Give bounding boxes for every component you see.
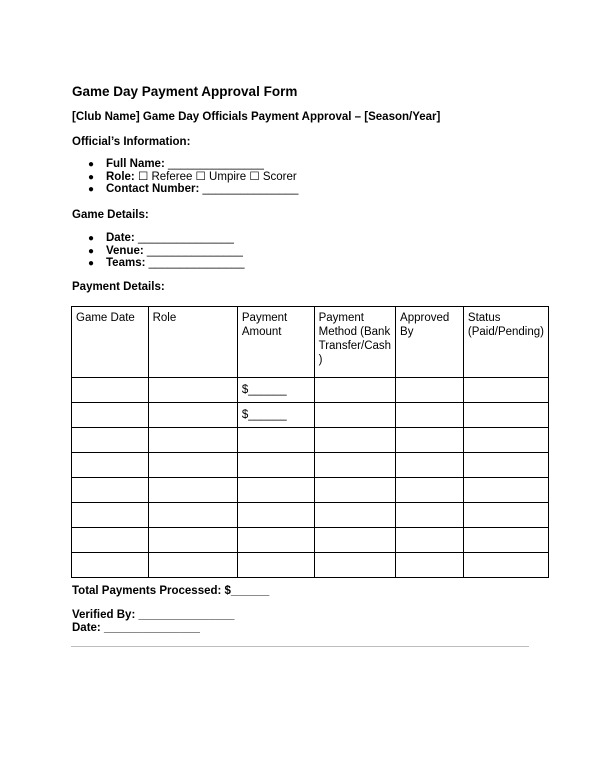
contact-number-label: Contact Number: bbox=[106, 183, 200, 195]
list-item-role bbox=[88, 171, 298, 184]
cell-game-date[interactable] bbox=[72, 378, 149, 403]
officials-info-list bbox=[88, 158, 298, 196]
page-title: Game Day Payment Approval Form bbox=[72, 84, 298, 99]
cell-approved-by[interactable] bbox=[396, 528, 464, 553]
list-item-full-name bbox=[88, 158, 298, 171]
table-row bbox=[72, 478, 549, 503]
teams-field[interactable]: _______________ bbox=[145, 257, 245, 269]
cell-status[interactable] bbox=[463, 378, 548, 403]
cell-payment-amount[interactable]: $______ bbox=[237, 403, 314, 428]
list-item-date bbox=[88, 232, 245, 245]
table-row bbox=[72, 553, 549, 578]
cell-payment-method[interactable] bbox=[314, 528, 395, 553]
cell-status[interactable] bbox=[463, 478, 548, 503]
game-date-field[interactable]: _______________ bbox=[134, 232, 234, 244]
cell-payment-method[interactable] bbox=[314, 428, 395, 453]
cell-approved-by[interactable] bbox=[396, 428, 464, 453]
cell-payment-method[interactable] bbox=[314, 453, 395, 478]
cell-game-date[interactable] bbox=[72, 503, 149, 528]
cell-payment-amount[interactable] bbox=[237, 453, 314, 478]
cell-approved-by[interactable] bbox=[396, 478, 464, 503]
bullet-icon: ● bbox=[88, 171, 95, 183]
payment-details-table bbox=[71, 306, 549, 578]
cell-role[interactable] bbox=[148, 503, 237, 528]
cell-status[interactable] bbox=[463, 503, 548, 528]
cell-game-date[interactable] bbox=[72, 528, 149, 553]
cell-payment-method[interactable] bbox=[314, 503, 395, 528]
table-header-row bbox=[72, 307, 549, 378]
cell-game-date[interactable] bbox=[72, 428, 149, 453]
cell-role[interactable] bbox=[148, 453, 237, 478]
cell-payment-method[interactable] bbox=[314, 553, 395, 578]
teams-label: Teams: bbox=[106, 257, 146, 269]
role-label: Role: bbox=[106, 170, 135, 183]
cell-status[interactable] bbox=[463, 453, 548, 478]
cell-game-date[interactable] bbox=[72, 478, 149, 503]
table-row bbox=[72, 528, 549, 553]
list-item-venue bbox=[88, 245, 245, 258]
bullet-icon: ● bbox=[88, 184, 95, 195]
contact-number-field[interactable]: _______________ bbox=[199, 183, 299, 195]
divider-line bbox=[71, 646, 529, 647]
cell-payment-amount[interactable]: $______ bbox=[237, 378, 314, 403]
cell-game-date[interactable] bbox=[72, 453, 149, 478]
officials-info-heading: Official’s Information: bbox=[72, 136, 191, 148]
table-row bbox=[72, 378, 549, 403]
cell-game-date[interactable] bbox=[72, 403, 149, 428]
table-row bbox=[72, 453, 549, 478]
game-date-label: Date: bbox=[106, 232, 135, 244]
form-subtitle: [Club Name] Game Day Officials Payment Approval – [Season/Year] bbox=[72, 111, 441, 123]
role-checkbox-options[interactable]: ☐ Referee ☐ Umpire ☐ Scorer bbox=[134, 170, 297, 183]
cell-payment-amount[interactable] bbox=[237, 478, 314, 503]
list-item-contact-number bbox=[88, 183, 298, 196]
cell-role[interactable] bbox=[148, 478, 237, 503]
cell-game-date[interactable] bbox=[72, 553, 149, 578]
table-row bbox=[72, 428, 549, 453]
column-header-game-date: Game Date bbox=[72, 307, 149, 378]
cell-payment-amount[interactable] bbox=[237, 503, 314, 528]
full-name-field[interactable]: _______________ bbox=[164, 158, 264, 170]
table-row bbox=[72, 503, 549, 528]
venue-label: Venue: bbox=[106, 244, 144, 257]
game-details-list bbox=[88, 232, 245, 270]
cell-approved-by[interactable] bbox=[396, 403, 464, 428]
cell-approved-by[interactable] bbox=[396, 503, 464, 528]
cell-payment-method[interactable] bbox=[314, 403, 395, 428]
payment-table-body bbox=[72, 378, 549, 578]
verification-date-field: Date: _______________ bbox=[72, 622, 200, 634]
cell-role[interactable] bbox=[148, 528, 237, 553]
column-header-status: Status (Paid/Pending) bbox=[463, 307, 548, 378]
total-payments-processed: Total Payments Processed: $______ bbox=[72, 585, 270, 597]
cell-role[interactable] bbox=[148, 378, 237, 403]
cell-role[interactable] bbox=[148, 428, 237, 453]
full-name-label: Full Name: bbox=[106, 158, 165, 170]
cell-approved-by[interactable] bbox=[396, 553, 464, 578]
bullet-icon: ● bbox=[88, 245, 95, 257]
cell-approved-by[interactable] bbox=[396, 453, 464, 478]
cell-role[interactable] bbox=[148, 553, 237, 578]
cell-payment-amount[interactable] bbox=[237, 428, 314, 453]
cell-status[interactable] bbox=[463, 403, 548, 428]
column-header-approved-by: Approved By bbox=[396, 307, 464, 378]
cell-status[interactable] bbox=[463, 553, 548, 578]
cell-status[interactable] bbox=[463, 528, 548, 553]
column-header-role: Role bbox=[148, 307, 237, 378]
venue-field[interactable]: _______________ bbox=[143, 244, 243, 257]
list-item-teams bbox=[88, 257, 245, 270]
cell-payment-amount[interactable] bbox=[237, 528, 314, 553]
table-row bbox=[72, 403, 549, 428]
cell-approved-by[interactable] bbox=[396, 378, 464, 403]
payment-details-heading: Payment Details: bbox=[72, 281, 165, 293]
bullet-icon: ● bbox=[88, 258, 95, 269]
cell-payment-method[interactable] bbox=[314, 478, 395, 503]
column-header-payment-method: Payment Method (Bank Transfer/Cash ) bbox=[314, 307, 395, 378]
bullet-icon: ● bbox=[88, 233, 95, 244]
cell-payment-amount[interactable] bbox=[237, 553, 314, 578]
bullet-icon: ● bbox=[88, 159, 95, 170]
cell-status[interactable] bbox=[463, 428, 548, 453]
cell-role[interactable] bbox=[148, 403, 237, 428]
column-header-payment-amount: Payment Amount bbox=[237, 307, 314, 378]
verified-by-field: Verified By: _______________ bbox=[72, 609, 235, 621]
game-details-heading: Game Details: bbox=[72, 209, 149, 221]
cell-payment-method[interactable] bbox=[314, 378, 395, 403]
